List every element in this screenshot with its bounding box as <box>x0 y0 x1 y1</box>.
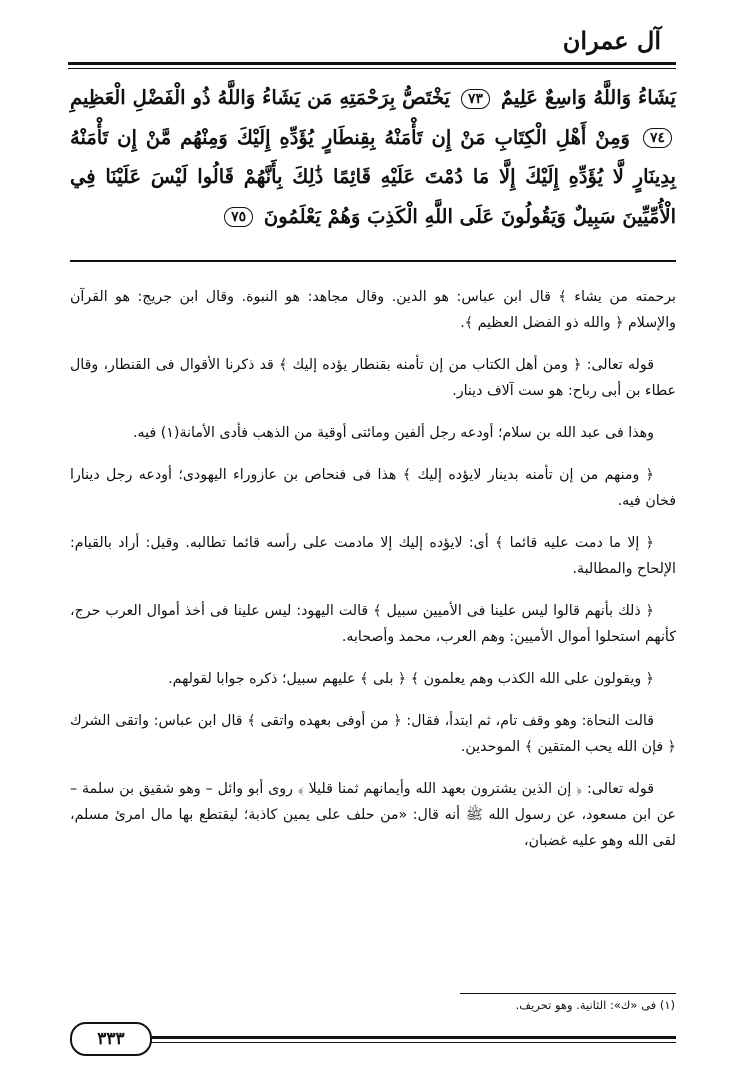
header-rule-thick <box>68 62 676 65</box>
verse-text: يَخْتَصُّ بِرَحْمَتِهِ مَن يَشَاءُ وَاللَّهُ ذُو الْفَضْلِ الْعَظِيمِ <box>70 86 450 109</box>
commentary-paragraph: قوله تعالى: ﴿ إن الذين يشترون بعهد الله وأيمانهم ثمنا قليلا ﴾ روى أبو وائل – وهو شقيق بن سلمة – عن ابن مسعود، عن رسول الله ﷺ أنه قال: «من حلف على يمين كاذبة؛ ليقتطع بها مال امرئ مسلم، لقى الله وهو عليه غضبان، <box>70 781 676 849</box>
verse-number-badge: ٧٣ <box>461 89 490 109</box>
commentary-paragraph: ﴿ ويقولون على الله الكذب وهم يعلمون ﴾ ﴿ بلى ﴾ عليهم سبيل؛ ذكره جوابا لقولهم. <box>168 671 654 687</box>
commentary-paragraph: ﴿ ذلك بأنهم قالوا ليس علينا فى الأميين سبيل ﴾ قالت اليهود: ليس علينا فى أخذ أموال العرب حرج، كأنهم استحلوا أموال الأميين: وهم العرب، محمد وأصحابه. <box>70 603 676 645</box>
page-number: ٣٣٣ <box>70 1022 152 1056</box>
page-title: آل عمران <box>562 26 661 55</box>
commentary-paragraph: قوله تعالى: ﴿ ومن أهل الكتاب من إن تأمنه بقنطار يؤده إليك ﴾ قد ذكرنا الأقوال فى القنطار، وقال عطاء بن أبى رباح: هو ست آلاف دينار. <box>70 357 676 399</box>
footnote: (١) فى «ك»: الثانية. وهو تحريف. <box>515 998 675 1012</box>
commentary-body <box>70 284 676 870</box>
verse-number-badge: ٧٤ <box>643 128 672 148</box>
footnote-rule <box>460 993 676 994</box>
commentary-paragraph: برحمته من يشاء ﴾ قال ابن عباس: هو الدين. وقال مجاهد: هو النبوة. وقال ابن جريج: هو القرآن والإسلام ﴿ والله ذو الفضل العظيم ﴾. <box>70 289 676 331</box>
section-divider <box>70 260 676 262</box>
footer-rule-thin <box>150 1042 676 1043</box>
verse-number-badge: ٧٥ <box>224 207 253 227</box>
header-rule-thin <box>68 68 676 69</box>
verse-text: يَشَاءُ وَاللَّهُ وَاسِعٌ عَلِيمٌ <box>500 86 676 109</box>
commentary-paragraph: ﴿ إلا ما دمت عليه قائما ﴾ أى: لايؤده إليك إلا مادمت على رأسه قائما تطالبه. وقيل: أراد بالقيام: الإلحاح والمطالبة. <box>70 535 676 577</box>
commentary-paragraph: وهذا فى عبد الله بن سلام؛ أودعه رجل ألفين ومائتى أوقية من الذهب فأدى الأمانة(١) فيه. <box>133 425 654 441</box>
commentary-paragraph: ﴿ ومنهم من إن تأمنه بدينار لايؤده إليك ﴾ هذا فى فنحاص بن عازوراء اليهودى؛ أودعه رجل دينارا فخان فيه. <box>70 467 676 509</box>
verse-text: وَمِنْ أَهْلِ الْكِتَابِ مَنْ إِن تَأْمَنْهُ بِقِنطَارٍ يُؤَدِّهِ إِلَيْكَ وَمِنْهُم مَّنْ إِن تَأْمَنْهُ بِدِينَارٍ لَّا يُؤَدِّهِ إِلَيْكَ إِلَّا مَا دُمْتَ عَلَيْهِ قَائِمًا ذَٰلِكَ بِأَنَّهُمْ قَالُوا لَيْسَ عَلَيْنَا فِي الْأُمِّيِّينَ سَبِيلٌ وَيَقُولُونَ عَلَى اللَّهِ الْكَذِبَ وَهُمْ يَعْلَمُونَ <box>70 125 676 228</box>
commentary-paragraph: قالت النحاة: وهو وقف تام، ثم ابتدأ، فقال: ﴿ من أوفى بعهده واتقى ﴾ قال ابن عباس: واتقى الشرك ﴿ فإن الله يحب المتقين ﴾ الموحدين. <box>70 713 676 755</box>
footer-rule-thick <box>150 1036 676 1039</box>
quran-verses <box>70 78 676 236</box>
